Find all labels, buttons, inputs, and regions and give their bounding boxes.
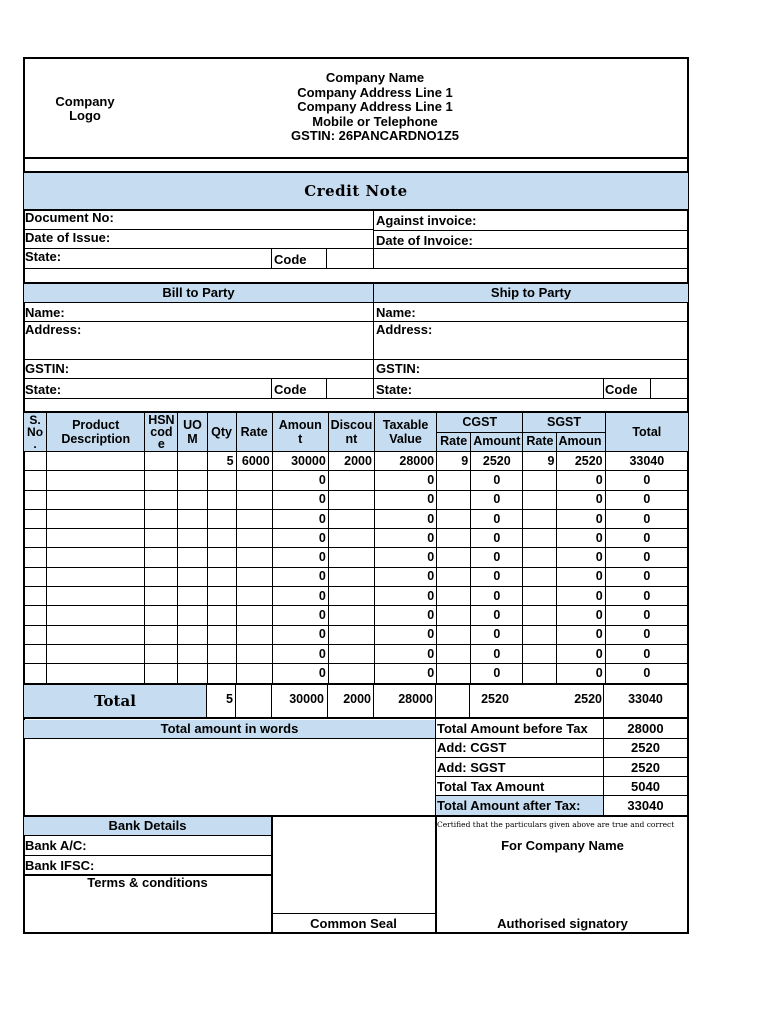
cell-qty: [207, 644, 236, 663]
col-qty: Qty: [207, 413, 236, 452]
company-phone: Mobile or Telephone: [312, 113, 438, 129]
before-tax-value: 28000: [627, 721, 664, 736]
cell-taxable: 0: [374, 644, 436, 663]
cell-cgst-rate: [437, 548, 471, 567]
cell-rate: [236, 664, 272, 683]
cell-total: 0: [605, 644, 688, 663]
cell-total: 33040: [605, 452, 688, 471]
cell-sgst-rate: [523, 490, 557, 509]
cell-total: 0: [605, 625, 688, 644]
cell-uom: [178, 529, 207, 548]
cell-qty: [207, 567, 236, 586]
cell-hsn: [145, 529, 178, 548]
company-address-2: Company Address Line 1: [297, 99, 453, 114]
items-table: [23, 412, 689, 684]
col-sno: [24, 413, 47, 452]
authorised-signatory-label: Authorised signatory: [497, 916, 628, 931]
against-invoice-label: Against invoice:: [376, 213, 477, 228]
cell-cgst-rate: [437, 529, 471, 548]
col-cgst-amount: Amount: [471, 432, 523, 452]
col-uom-line: M: [187, 432, 198, 446]
for-company-label: For Company Name: [501, 838, 624, 853]
bill-code-label: Code: [274, 382, 307, 397]
cell-amount: 0: [272, 587, 328, 606]
cell-cgst-rate: [437, 490, 471, 509]
document-no-label: Document No:: [25, 210, 114, 225]
cell-product: [47, 664, 145, 683]
cell-discount: [328, 548, 374, 567]
company-address-1: Company Address Line 1: [297, 84, 453, 100]
cell-product: [47, 625, 145, 644]
cell-cgst-amount: 0: [471, 644, 523, 663]
cell-taxable: 0: [374, 529, 436, 548]
col-product-line: Description: [61, 432, 131, 446]
cell-product: [47, 587, 145, 606]
col-discount-line: nt: [345, 432, 358, 446]
cell-uom: [178, 471, 207, 490]
bank-details-heading: Bank Details: [24, 817, 271, 835]
cell-cgst-rate: [437, 644, 471, 663]
cell-sgst-rate: [523, 606, 557, 625]
cell-cgst-rate: [437, 606, 471, 625]
col-discount-line: Discou: [330, 418, 373, 432]
col-sno-line: S.: [29, 413, 41, 427]
table-row: [24, 509, 689, 528]
cell-amount: 0: [272, 625, 328, 644]
cell-sgst-amount: 0: [557, 509, 605, 528]
cell-qty: 5: [207, 452, 236, 471]
cell-sgst-amount: 0: [557, 529, 605, 548]
table-row: [24, 625, 689, 644]
cell-qty: [207, 625, 236, 644]
cell-product: [47, 509, 145, 528]
cell-qty: [207, 529, 236, 548]
bill-address-label: Address:: [25, 322, 82, 337]
cell-cgst-amount: 2520: [471, 452, 523, 471]
cell-discount: [328, 509, 374, 528]
bill-name-label: Name:: [25, 305, 65, 320]
cell-total: 0: [605, 509, 688, 528]
cell-sno: [24, 664, 47, 683]
cell-cgst-amount: 0: [471, 606, 523, 625]
cell-hsn: [145, 644, 178, 663]
cell-sgst-amount: 0: [557, 664, 605, 683]
cell-sgst-rate: [523, 587, 557, 606]
table-header-row: [24, 413, 689, 433]
date-of-invoice-label: Date of Invoice:: [376, 233, 473, 248]
cell-rate: [236, 548, 272, 567]
col-taxable-line: Taxable: [382, 418, 429, 432]
col-uom: [178, 413, 207, 452]
totals-cgst-amount: 2520: [481, 692, 509, 706]
table-row: [24, 490, 689, 509]
cell-rate: [236, 567, 272, 586]
cell-rate: [236, 644, 272, 663]
cell-sgst-amount: 0: [557, 625, 605, 644]
sgst-label: Add: SGST: [437, 760, 506, 775]
tax-total-value: 5040: [631, 779, 660, 794]
common-seal-label: Common Seal: [310, 916, 397, 931]
code-label: Code: [274, 252, 307, 267]
cell-total: 0: [605, 567, 688, 586]
col-taxable-line: Value: [389, 432, 422, 446]
cell-sgst-amount: 0: [557, 587, 605, 606]
table-row: [24, 644, 689, 663]
cell-taxable: 0: [374, 664, 436, 683]
cell-sgst-rate: [523, 548, 557, 567]
cell-cgst-amount: 0: [471, 548, 523, 567]
cell-sno: [24, 509, 47, 528]
ship-name-label: Name:: [376, 305, 416, 320]
col-cgst: CGST: [437, 413, 523, 433]
cell-sgst-amount: 0: [557, 644, 605, 663]
totals-discount: 2000: [343, 692, 371, 706]
col-rate: Rate: [236, 413, 272, 452]
cell-sno: [24, 471, 47, 490]
col-amount-line: Amoun: [278, 418, 322, 432]
after-tax-value: 33040: [627, 798, 664, 813]
certification-text: Certified that the particulars given above are true and correct: [437, 820, 675, 829]
cell-qty: [207, 490, 236, 509]
after-tax-label: Total Amount after Tax:: [437, 798, 581, 813]
table-row: [24, 548, 689, 567]
cell-discount: [328, 490, 374, 509]
col-product: [47, 413, 145, 452]
col-uom-line: UO: [183, 418, 202, 432]
table-row: [24, 452, 689, 471]
cell-discount: 2000: [328, 452, 374, 471]
cell-taxable: 28000: [374, 452, 436, 471]
cell-total: 0: [605, 587, 688, 606]
cell-sno: [24, 529, 47, 548]
bill-state-label: State:: [25, 382, 62, 397]
cell-cgst-rate: [437, 664, 471, 683]
totals-amount: 30000: [289, 692, 324, 706]
totals-taxable: 28000: [398, 692, 433, 706]
cgst-label: Add: CGST: [437, 740, 507, 755]
date-of-issue-label: Date of Issue:: [25, 230, 111, 245]
cell-discount: [328, 567, 374, 586]
cell-cgst-rate: [437, 509, 471, 528]
table-row: [24, 529, 689, 548]
cell-amount: 0: [272, 567, 328, 586]
totals-qty: 5: [226, 692, 233, 706]
ship-gstin-label: GSTIN:: [376, 361, 421, 376]
cell-cgst-amount: 0: [471, 587, 523, 606]
cell-amount: 0: [272, 471, 328, 490]
logo-line-1: Company: [55, 94, 115, 109]
cell-hsn: [145, 471, 178, 490]
cell-hsn: [145, 548, 178, 567]
col-taxable: [374, 413, 436, 452]
col-hsn-line: HSN: [148, 413, 175, 427]
cell-product: [47, 567, 145, 586]
cell-sgst-rate: [523, 625, 557, 644]
totals-grand: 33040: [628, 692, 663, 706]
cell-hsn: [145, 452, 178, 471]
document-title: Credit Note: [24, 173, 688, 209]
cell-qty: [207, 471, 236, 490]
cell-hsn: [145, 509, 178, 528]
col-total: Total: [605, 413, 688, 452]
cell-sno: [24, 644, 47, 663]
cell-sgst-rate: [523, 471, 557, 490]
table-row: [24, 567, 689, 586]
cell-uom: [178, 452, 207, 471]
cell-sgst-amount: 0: [557, 548, 605, 567]
cell-cgst-rate: 9: [437, 452, 471, 471]
cell-taxable: 0: [374, 606, 436, 625]
amount-in-words-heading: Total amount in words: [24, 720, 435, 738]
col-hsn-line: e: [157, 437, 165, 451]
cell-qty: [207, 664, 236, 683]
cgst-value: 2520: [631, 740, 660, 755]
cell-sgst-amount: 0: [557, 606, 605, 625]
cell-qty: [207, 587, 236, 606]
cell-product: [47, 471, 145, 490]
cell-rate: [236, 509, 272, 528]
cell-cgst-amount: 0: [471, 625, 523, 644]
cell-total: 0: [605, 529, 688, 548]
cell-cgst-rate: [437, 567, 471, 586]
cell-taxable: 0: [374, 567, 436, 586]
company-info: [220, 71, 530, 144]
cell-taxable: 0: [374, 548, 436, 567]
cell-uom: [178, 606, 207, 625]
cell-rate: [236, 471, 272, 490]
cell-uom: [178, 509, 207, 528]
company-gstin: GSTIN: 26PANCARDNO1Z5: [290, 128, 460, 143]
company-name: Company Name: [325, 70, 425, 85]
state-label: State:: [25, 249, 62, 264]
ship-to-heading: Ship to Party: [374, 284, 688, 302]
ship-state-label: State:: [376, 382, 413, 397]
cell-uom: [178, 625, 207, 644]
totals-label: Total: [24, 685, 206, 717]
company-logo: [40, 95, 130, 123]
col-sgst-amount: Amoun: [557, 432, 605, 452]
cell-discount: [328, 625, 374, 644]
col-amount-line: t: [298, 432, 303, 446]
cell-uom: [178, 664, 207, 683]
cell-rate: [236, 625, 272, 644]
cell-discount: [328, 644, 374, 663]
terms-heading: Terms & conditions: [87, 875, 208, 890]
cell-sno: [24, 548, 47, 567]
col-sgst: SGST: [523, 413, 605, 433]
col-sno-line: No: [27, 425, 44, 439]
col-sno-line: .: [33, 437, 37, 451]
cell-cgst-amount: 0: [471, 509, 523, 528]
cell-cgst-rate: [437, 625, 471, 644]
cell-amount: 0: [272, 548, 328, 567]
cell-sgst-rate: 9: [523, 452, 557, 471]
cell-sgst-rate: [523, 664, 557, 683]
col-amount: [272, 413, 328, 452]
cell-product: [47, 606, 145, 625]
cell-cgst-amount: 0: [471, 490, 523, 509]
cell-sgst-amount: 0: [557, 490, 605, 509]
col-cgst-rate: Rate: [437, 432, 471, 452]
cell-sgst-amount: 2520: [557, 452, 605, 471]
cell-product: [47, 548, 145, 567]
cell-amount: 0: [272, 644, 328, 663]
cell-amount: 0: [272, 529, 328, 548]
before-tax-label: Total Amount before Tax: [437, 721, 588, 736]
cell-uom: [178, 587, 207, 606]
cell-total: 0: [605, 471, 688, 490]
bill-gstin-label: GSTIN:: [25, 361, 70, 376]
cell-total: 0: [605, 606, 688, 625]
cell-sno: [24, 567, 47, 586]
cell-cgst-rate: [437, 587, 471, 606]
cell-cgst-amount: 0: [471, 664, 523, 683]
cell-qty: [207, 606, 236, 625]
cell-amount: 0: [272, 606, 328, 625]
cell-rate: [236, 606, 272, 625]
cell-sgst-rate: [523, 644, 557, 663]
cell-discount: [328, 606, 374, 625]
cell-sno: [24, 625, 47, 644]
cell-taxable: 0: [374, 509, 436, 528]
ship-code-label: Code: [605, 382, 638, 397]
cell-cgst-amount: 0: [471, 567, 523, 586]
cell-sgst-rate: [523, 509, 557, 528]
ship-address-label: Address:: [376, 322, 433, 337]
cell-sgst-rate: [523, 567, 557, 586]
cell-amount: 30000: [272, 452, 328, 471]
cell-hsn: [145, 664, 178, 683]
table-row: [24, 664, 689, 683]
logo-line-2: Logo: [69, 108, 101, 123]
cell-amount: 0: [272, 509, 328, 528]
bank-ifsc-label: Bank IFSC:: [25, 858, 95, 873]
cell-product: [47, 644, 145, 663]
cell-qty: [207, 509, 236, 528]
table-row: [24, 587, 689, 606]
cell-taxable: 0: [374, 587, 436, 606]
cell-qty: [207, 548, 236, 567]
cell-cgst-rate: [437, 471, 471, 490]
cell-uom: [178, 548, 207, 567]
sgst-value: 2520: [631, 760, 660, 775]
cell-rate: [236, 587, 272, 606]
col-hsn-line: cod: [150, 425, 173, 439]
cell-product: [47, 529, 145, 548]
col-product-line: Product: [72, 418, 120, 432]
cell-product: [47, 490, 145, 509]
tax-total-label: Total Tax Amount: [437, 779, 545, 794]
cell-discount: [328, 587, 374, 606]
cell-sno: [24, 606, 47, 625]
col-hsn: [145, 413, 178, 452]
cell-cgst-amount: 0: [471, 529, 523, 548]
cell-uom: [178, 490, 207, 509]
cell-uom: [178, 567, 207, 586]
cell-hsn: [145, 606, 178, 625]
cell-amount: 0: [272, 664, 328, 683]
cell-product: [47, 452, 145, 471]
bank-ac-label: Bank A/C:: [25, 838, 87, 853]
table-row: [24, 471, 689, 490]
cell-amount: 0: [272, 490, 328, 509]
cell-hsn: [145, 567, 178, 586]
cell-discount: [328, 664, 374, 683]
cell-discount: [328, 471, 374, 490]
cell-sgst-amount: 0: [557, 471, 605, 490]
cell-sgst-rate: [523, 529, 557, 548]
bill-to-heading: Bill to Party: [24, 284, 373, 302]
col-discount: [328, 413, 374, 452]
table-row: [24, 606, 689, 625]
cell-sno: [24, 490, 47, 509]
cell-sno: [24, 452, 47, 471]
cell-discount: [328, 529, 374, 548]
cell-taxable: 0: [374, 490, 436, 509]
cell-sgst-amount: 0: [557, 567, 605, 586]
cell-cgst-amount: 0: [471, 471, 523, 490]
cell-uom: [178, 644, 207, 663]
cell-sno: [24, 587, 47, 606]
cell-hsn: [145, 587, 178, 606]
cell-rate: 6000: [236, 452, 272, 471]
cell-total: 0: [605, 490, 688, 509]
cell-total: 0: [605, 548, 688, 567]
cell-total: 0: [605, 664, 688, 683]
cell-taxable: 0: [374, 471, 436, 490]
cell-rate: [236, 490, 272, 509]
cell-taxable: 0: [374, 625, 436, 644]
cell-hsn: [145, 490, 178, 509]
totals-sgst-amount: 2520: [574, 692, 602, 706]
cell-rate: [236, 529, 272, 548]
cell-hsn: [145, 625, 178, 644]
col-sgst-rate: Rate: [523, 432, 557, 452]
